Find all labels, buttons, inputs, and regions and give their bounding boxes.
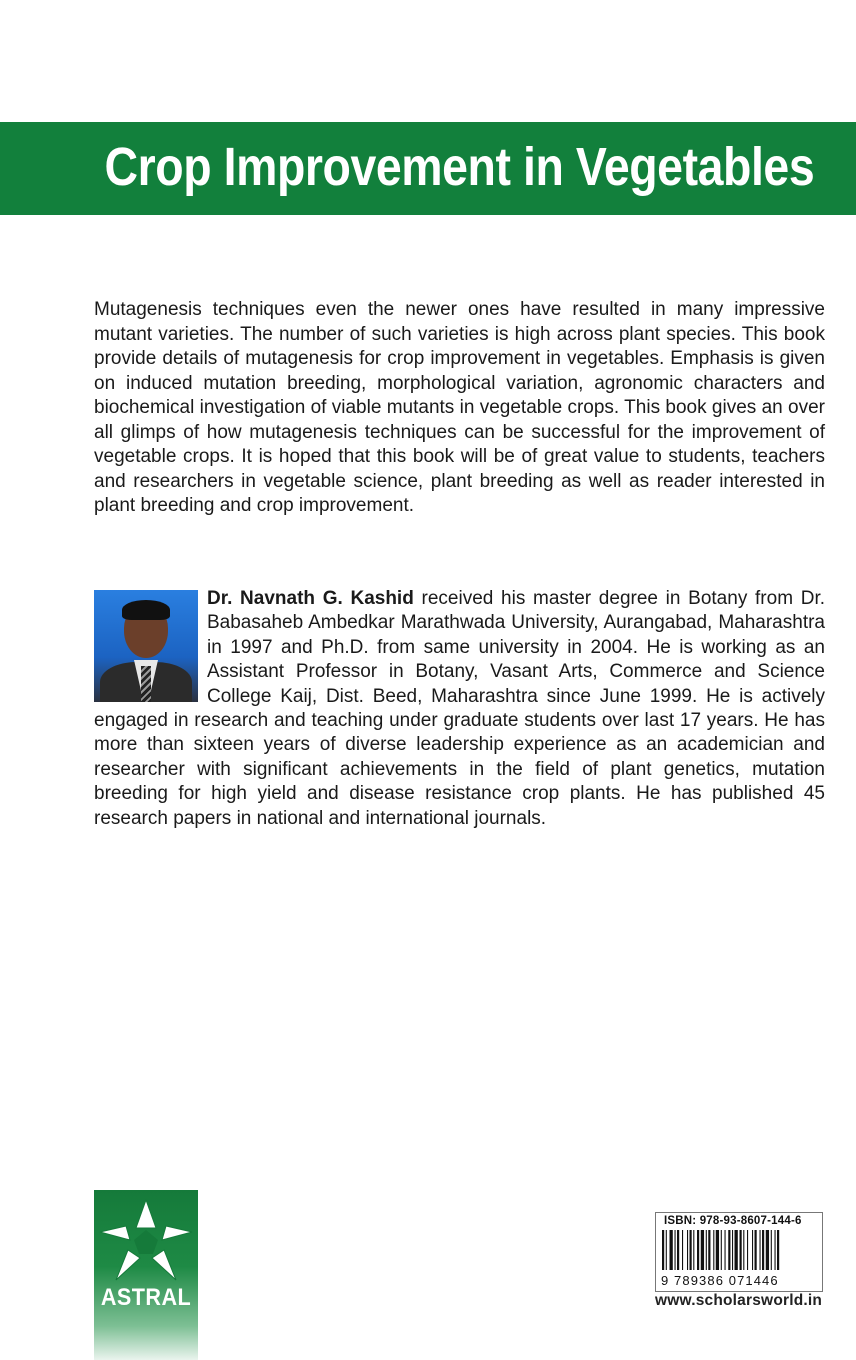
author-bio: received his master degree in Botany from Dr. Babasaheb Ambedkar Marathwada University, Aurangabad, Maharashtra in 1997 and Ph.D. from same university in 2004. He is working as an Assistant Professor in Botany, Vasant Arts, Commerce and Science College Kaij, Dist. Beed, Maharashtra since June 1999. He is actively engaged in research and teaching under graduate students over last 17 years. He has more than sixteen years of diverse leadership experience as an academician and researcher with significant achievements in the field of plant genetics, mutation breeding for high yield and disease resistance crop plants. He has published 45 research papers in national and international journals. <box>94 588 825 829</box>
isbn-barcode <box>655 1212 823 1292</box>
star-icon <box>96 1196 196 1286</box>
barcode-bars <box>660 1230 818 1272</box>
publisher-website: www.scholarsworld.in <box>655 1292 823 1309</box>
publisher-logo <box>94 1190 198 1360</box>
book-title: Crop Improvement in Vegetables <box>104 137 814 197</box>
author-name: Dr. Navnath G. Kashid <box>207 588 414 609</box>
author-section <box>94 587 825 831</box>
barcode-digits: 9 789386 071446 <box>661 1273 779 1288</box>
publisher-logo-text: ASTRAL <box>100 1284 192 1311</box>
title-band <box>0 122 856 215</box>
isbn-label: ISBN: 978-93-8607-144-6 <box>664 1215 802 1227</box>
book-description: Mutagenesis techniques even the newer ones have resulted in many impressive mutant varieties. The number of such varieties is high across plant species. This book provide details of mutagenesis for crop improvement in vegetables. Emphasis is given on induced mutation breeding, morphological variation, agronomic characters and biochemical investigation of viable mutants in vegetable crops. This book gives an over all glimps of how mutagenesis techniques can be successful for the improvement of vegetable crops. It is hoped that this book will be of great value to students, teachers and researchers in vegetable science, plant breeding as well as reader interested in plant breeding and crop improvement. <box>94 299 825 516</box>
author-photo <box>94 590 198 702</box>
